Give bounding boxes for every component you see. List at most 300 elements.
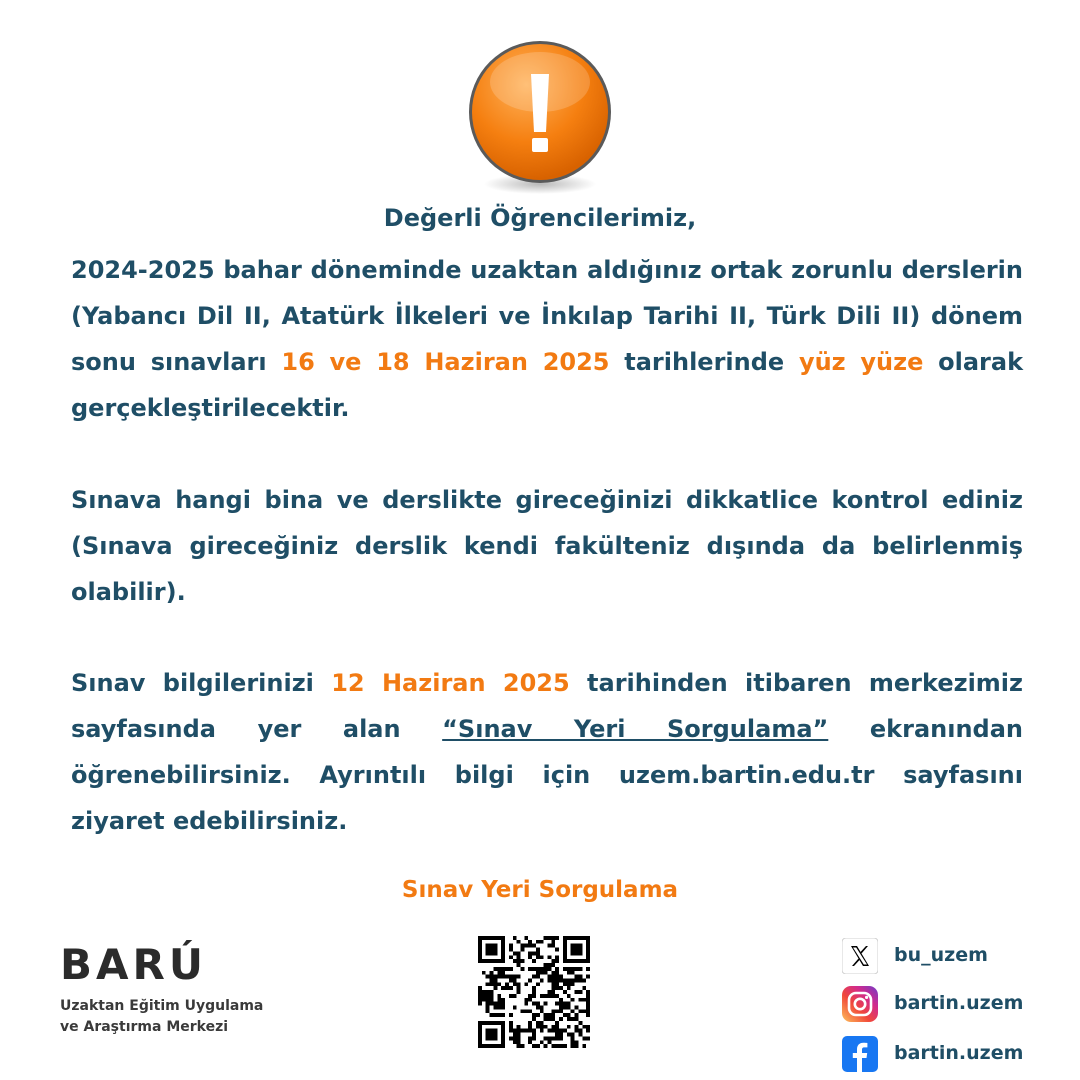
qr-module (517, 1025, 521, 1029)
qr-module (517, 1036, 521, 1040)
qr-module (578, 998, 582, 1002)
qr-module (513, 1036, 517, 1040)
qr-module (482, 936, 486, 940)
qr-module (578, 1021, 582, 1025)
qr-module (497, 1002, 501, 1006)
qr-module (478, 955, 482, 959)
qr-module (490, 936, 494, 940)
qr-module (532, 975, 536, 979)
qr-module (524, 1009, 528, 1013)
qr-module (551, 975, 555, 979)
qr-module (486, 1044, 490, 1048)
qr-module (517, 1040, 521, 1044)
qr-module (478, 936, 482, 940)
qr-module (490, 1002, 494, 1006)
qr-module (490, 1033, 494, 1037)
qr-module (482, 990, 486, 994)
qr-module (517, 990, 521, 994)
qr-module (551, 990, 555, 994)
qr-module (532, 959, 536, 963)
qr-module (505, 967, 509, 971)
qr-module (536, 1002, 540, 1006)
qr-module (555, 967, 559, 971)
qr-module (582, 986, 586, 990)
qr-module (567, 967, 571, 971)
qr-module (540, 1025, 544, 1029)
qr-module (563, 982, 567, 986)
qr-module (501, 975, 505, 979)
qr-module (582, 1036, 586, 1040)
qr-module (482, 1044, 486, 1048)
qr-module (501, 959, 505, 963)
qr-module (536, 1006, 540, 1010)
qr-module (490, 1021, 494, 1025)
qr-module (575, 944, 579, 948)
qr-module (517, 1029, 521, 1033)
qr-module (478, 951, 482, 955)
qr-module (544, 963, 548, 967)
qr-module (482, 998, 486, 1002)
qr-module (567, 978, 571, 982)
qr-module (559, 998, 563, 1002)
qr-module (571, 1036, 575, 1040)
qr-module (532, 990, 536, 994)
qr-module (482, 994, 486, 998)
qr-module (497, 1021, 501, 1025)
qr-module (513, 1029, 517, 1033)
qr-module (536, 975, 540, 979)
qr-module (486, 1029, 490, 1033)
qr-module (478, 944, 482, 948)
qr-module (493, 959, 497, 963)
social-facebook[interactable] (842, 1036, 1042, 1072)
qr-module (493, 1033, 497, 1037)
logo-subtitle-line: Uzaktan Eğitim Uygulama (60, 998, 264, 1014)
qr-module (559, 1044, 563, 1048)
qr-module (513, 951, 517, 955)
qr-module (501, 971, 505, 975)
qr-module (478, 994, 482, 998)
qr-module (513, 1033, 517, 1037)
qr-module (497, 936, 501, 940)
qr-module (571, 936, 575, 940)
qr-module (517, 955, 521, 959)
qr-module (528, 1025, 532, 1029)
qr-module (555, 978, 559, 982)
qr-module (513, 1040, 517, 1044)
qr-module (486, 936, 490, 940)
qr-module (517, 982, 521, 986)
qr-module (563, 955, 567, 959)
qr-module (536, 1025, 540, 1029)
qr-module (486, 1002, 490, 1006)
qr-module (501, 1040, 505, 1044)
qr-module (493, 1013, 497, 1017)
qr-module (544, 1036, 548, 1040)
qr-module (575, 948, 579, 952)
qr-module (540, 955, 544, 959)
qr-module (486, 998, 490, 1002)
qr-module (501, 955, 505, 959)
qr-module (578, 948, 582, 952)
qr-module (520, 959, 524, 963)
qr-module (555, 959, 559, 963)
qr-module (490, 971, 494, 975)
qr-module (493, 948, 497, 952)
qr-module (551, 940, 555, 944)
qr-module (528, 951, 532, 955)
qr-module (497, 1006, 501, 1010)
qr-module (478, 948, 482, 952)
qr-module (509, 1029, 513, 1033)
qr-module (582, 1044, 586, 1048)
qr-module (520, 1044, 524, 1048)
qr-module (517, 959, 521, 963)
qr-module (520, 967, 524, 971)
qr-module (548, 955, 552, 959)
qr-module (490, 1013, 494, 1017)
qr-module (582, 936, 586, 940)
qr-module (551, 963, 555, 967)
qr-module (478, 1021, 482, 1025)
qr-module (559, 1033, 563, 1037)
qr-module (517, 986, 521, 990)
qr-module (578, 990, 582, 994)
qr-module (548, 963, 552, 967)
qr-module (490, 944, 494, 948)
qr-module (532, 1002, 536, 1006)
qr-module (540, 971, 544, 975)
qr-module (532, 951, 536, 955)
qr-module (586, 1002, 590, 1006)
qr-module (548, 967, 552, 971)
qr-module (567, 936, 571, 940)
qr-module (559, 1029, 563, 1033)
qr-module (586, 967, 590, 971)
qr-module (567, 994, 571, 998)
qr-module (559, 1009, 563, 1013)
qr-module (563, 959, 567, 963)
qr-module (536, 971, 540, 975)
qr-module (551, 1029, 555, 1033)
qr-module (490, 948, 494, 952)
qr-module (586, 975, 590, 979)
qr-module (509, 1025, 513, 1029)
qr-module (490, 998, 494, 1002)
qr-module (544, 1017, 548, 1021)
qr-module (555, 955, 559, 959)
qr-module (582, 978, 586, 982)
qr-module (586, 959, 590, 963)
qr-module (501, 951, 505, 955)
qr-module (490, 978, 494, 982)
qr-module (493, 936, 497, 940)
qr-module (509, 944, 513, 948)
qr-module (571, 982, 575, 986)
qr-module (501, 944, 505, 948)
qr-module (528, 1036, 532, 1040)
qr-module (517, 1044, 521, 1048)
qr-module (501, 1013, 505, 1017)
qr-module (493, 1002, 497, 1006)
qr-module (501, 1029, 505, 1033)
info-date: 12 Haziran 2025 (331, 669, 570, 697)
qr-module (490, 1029, 494, 1033)
qr-module (490, 982, 494, 986)
qr-module (563, 967, 567, 971)
qr-module (478, 1044, 482, 1048)
qr-module (563, 978, 567, 982)
qr-module (497, 994, 501, 998)
qr-module (575, 1006, 579, 1010)
qr-module (490, 994, 494, 998)
social-x[interactable] (842, 938, 1042, 974)
baru-logo (60, 940, 263, 1038)
qr-module (520, 1029, 524, 1033)
qr-module (497, 998, 501, 1002)
qr-module (571, 948, 575, 952)
qr-module (486, 1006, 490, 1010)
qr-module (497, 959, 501, 963)
qr-module (493, 944, 497, 948)
qr-module (493, 1021, 497, 1025)
qr-module (578, 975, 582, 979)
qr-module (509, 955, 513, 959)
qr-module (532, 1029, 536, 1033)
instagram-icon (842, 986, 878, 1022)
qr-module (497, 967, 501, 971)
qr-module (555, 1044, 559, 1048)
qr-module (555, 936, 559, 940)
qr-module (571, 944, 575, 948)
paragraph-text: ekranından öğrenebilirsiniz. Ayrıntılı bilgi için uzem.bartin.edu.tr sayfasını ziyaret edebilirsiniz. (71, 715, 1023, 835)
qr-module (482, 1021, 486, 1025)
qr-module (486, 982, 490, 986)
logo-subtitle (60, 996, 263, 1038)
qr-module (528, 1021, 532, 1025)
qr-module (513, 982, 517, 986)
qr-module (486, 975, 490, 979)
qr-module (567, 1006, 571, 1010)
qr-module (567, 1017, 571, 1021)
qr-module (505, 986, 509, 990)
qr-module (548, 1029, 552, 1033)
qr-module (524, 1029, 528, 1033)
qr-module (536, 982, 540, 986)
qr-module (493, 1044, 497, 1048)
qr-module (586, 1009, 590, 1013)
qr-module (555, 1036, 559, 1040)
qr-module (578, 1009, 582, 1013)
qr-module (563, 990, 567, 994)
qr-module (575, 951, 579, 955)
qr-module (505, 975, 509, 979)
qr-module (571, 971, 575, 975)
qr-module (555, 971, 559, 975)
exam-location-link[interactable]: “Sınav Yeri Sorgulama” (442, 715, 829, 743)
qr-module (578, 936, 582, 940)
qr-module (509, 994, 513, 998)
qr-module (493, 1036, 497, 1040)
qr-module (528, 1009, 532, 1013)
qr-module (582, 959, 586, 963)
qr-module (482, 971, 486, 975)
qr-module (551, 982, 555, 986)
social-handle: bartin.uzem (894, 1042, 1024, 1064)
qr-module (586, 955, 590, 959)
qr-module (551, 971, 555, 975)
qr-module (571, 1017, 575, 1021)
qr-module (540, 978, 544, 982)
qr-module (586, 1025, 590, 1029)
qr-module (528, 967, 532, 971)
social-instagram[interactable] (842, 986, 1042, 1022)
qr-module (501, 1002, 505, 1006)
qr-module (513, 936, 517, 940)
qr-module (490, 975, 494, 979)
qr-module (524, 1002, 528, 1006)
qr-module (490, 990, 494, 994)
qr-module (578, 951, 582, 955)
qr-module (548, 1013, 552, 1017)
qr-module (532, 1044, 536, 1048)
qr-module (586, 1013, 590, 1017)
qr-module (486, 994, 490, 998)
qr-module (528, 994, 532, 998)
qr-module (528, 944, 532, 948)
qr-module (559, 1036, 563, 1040)
qr-code[interactable] (478, 936, 590, 1048)
qr-module (548, 994, 552, 998)
qr-module (555, 986, 559, 990)
qr-module (563, 940, 567, 944)
qr-module (501, 1025, 505, 1029)
qr-module (548, 978, 552, 982)
qr-module (501, 1036, 505, 1040)
qr-module (563, 936, 567, 940)
qr-module (478, 1040, 482, 1044)
qr-module (548, 990, 552, 994)
qr-module (493, 967, 497, 971)
qr-module (563, 1044, 567, 1048)
qr-module (497, 975, 501, 979)
qr-module (478, 998, 482, 1002)
qr-module (544, 936, 548, 940)
qr-module (513, 994, 517, 998)
classroom-paragraph: Sınava hangi bina ve derslikte gireceğinizi dikkatlice kontrol ediniz (Sınava gireceğiniz derslik kendi fakülteniz dışında da belirlenmiş olabilir). (71, 486, 1023, 606)
qr-module (551, 1036, 555, 1040)
qr-module (486, 1021, 490, 1025)
qr-module (544, 1013, 548, 1017)
qr-module (555, 1021, 559, 1025)
qr-module (513, 975, 517, 979)
qr-module (563, 1002, 567, 1006)
qr-module (555, 1029, 559, 1033)
qr-module (551, 944, 555, 948)
qr-module (586, 1006, 590, 1010)
qr-module (490, 1036, 494, 1040)
warning-icon (466, 38, 614, 198)
paragraph-text: tarihlerinde (609, 348, 799, 376)
qr-module (563, 948, 567, 952)
qr-module (501, 986, 505, 990)
qr-module (575, 1029, 579, 1033)
qr-module (582, 1025, 586, 1029)
qr-module (509, 967, 513, 971)
qr-module (536, 948, 540, 952)
qr-module (555, 982, 559, 986)
qr-module (559, 975, 563, 979)
qr-module (571, 967, 575, 971)
qr-module (509, 975, 513, 979)
qr-module (478, 959, 482, 963)
qr-module (544, 1044, 548, 1048)
qr-module (544, 1025, 548, 1029)
qr-module (548, 1040, 552, 1044)
qr-module (559, 1002, 563, 1006)
qr-module (497, 971, 501, 975)
qr-module (513, 1006, 517, 1010)
social-handle: bu_uzem (894, 944, 988, 966)
qr-module (551, 1044, 555, 1048)
qr-module (548, 936, 552, 940)
qr-module (532, 1033, 536, 1037)
qr-module (501, 967, 505, 971)
qr-module (497, 982, 501, 986)
qr-module (493, 975, 497, 979)
qr-module (567, 1025, 571, 1029)
qr-module (548, 975, 552, 979)
qr-module (493, 978, 497, 982)
qr-module (486, 1009, 490, 1013)
qr-module (528, 955, 532, 959)
qr-module (567, 1033, 571, 1037)
qr-module (551, 1009, 555, 1013)
qr-module (582, 998, 586, 1002)
qr-module (505, 982, 509, 986)
qr-module (551, 994, 555, 998)
qr-module (493, 951, 497, 955)
paragraph-text: tarihinden itibaren merkezimiz sayfasında yer alan (71, 669, 1024, 743)
qr-title: Sınav Yeri Sorgulama (401, 877, 679, 903)
qr-module (524, 998, 528, 1002)
qr-module (559, 978, 563, 982)
qr-module (586, 994, 590, 998)
qr-module (555, 1009, 559, 1013)
qr-module (571, 978, 575, 982)
qr-module (520, 944, 524, 948)
qr-module (520, 948, 524, 952)
qr-module (478, 1036, 482, 1040)
qr-module (555, 1002, 559, 1006)
qr-module (575, 1013, 579, 1017)
qr-module (551, 1013, 555, 1017)
qr-module (575, 1040, 579, 1044)
qr-module (486, 990, 490, 994)
qr-module (509, 978, 513, 982)
facebook-icon (842, 1036, 878, 1072)
qr-module (524, 944, 528, 948)
qr-module (559, 986, 563, 990)
qr-module (524, 936, 528, 940)
qr-module (575, 967, 579, 971)
qr-module (478, 940, 482, 944)
qr-module (493, 986, 497, 990)
qr-module (501, 940, 505, 944)
qr-module (578, 959, 582, 963)
qr-module (548, 1036, 552, 1040)
qr-module (555, 948, 559, 952)
